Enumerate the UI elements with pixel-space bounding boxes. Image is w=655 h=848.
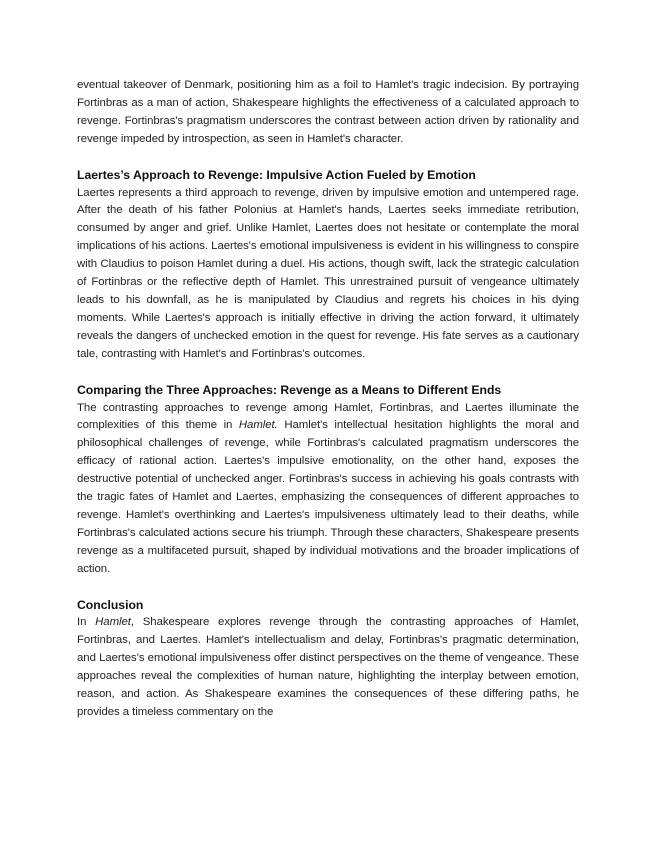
comparing-italic-title: Hamlet. <box>238 419 278 432</box>
document-page <box>77 77 579 722</box>
comparing-text-end: Hamlet's intellectual hesitation highlights the moral and philosophical challenges of revenge, while Fortinbras's calculated pragmatism underscores the efficacy of rational action. Laertes's impulsive emotionality, on the other hand, exposes the destructive potential of unchecked anger. Fortinbras's success in achieving his goals contrasts with the tragic fates of Hamlet and Laertes, emphasizing the consequences of different approaches to revenge. Hamlet's overthinking and Laertes's impulsiveness ultimately lead to their deaths, while Fortinbras's calculated actions secure his triumph. Through these characters, Shakespeare presents revenge as a multifaceted pursuit, shaped by individual motivations and the broader implications of action. <box>77 419 579 575</box>
conclusion-text-start: In <box>77 616 96 629</box>
conclusion-section <box>77 597 579 722</box>
comparing-paragraph <box>77 400 579 579</box>
conclusion-paragraph <box>77 614 579 721</box>
comparing-text-start: The contrasting approaches to revenge among Hamlet, Fortinbras, and Laertes illuminate the complexities of this theme in <box>77 401 579 432</box>
section-spacer <box>77 364 579 382</box>
conclusion-italic-title: Hamlet <box>95 616 131 629</box>
laertes-paragraph: Laertes represents a third approach to revenge, driven by impulsive emotion and untempered rage. After the death of his father Polonius at Hamlet's hands, Laertes seeks immediate retribution, consumed by anger and grief. Unlike Hamlet, Laertes does not hesitate or contemplate the moral implications of his actions. Laertes's emotional impulsiveness is evident in his willingness to conspire with Claudius to poison Hamlet during a duel. His actions, though swift, lack the strategic calculation of Fortinbras or the reflective depth of Hamlet. This unrestrained pursuit of vengeance ultimately leads to his downfall, as he is manipulated by Claudius and regrets his choices in his dying moments. While Laertes's approach is initially effective in driving the action forward, it ultimately reveals the dangers of unchecked emotion in the quest for revenge. His fate serves as a cautionary tale, contrasting with Hamlet's and Fortinbras's outcomes. <box>77 186 579 360</box>
intro-paragraph: eventual takeover of Denmark, positioning him as a foil to Hamlet's tragic indecision. By portraying Fortinbras as a man of action, Shakespeare highlights the effectiveness of a calculated approach to revenge. Fortinbras's pragmatism underscores the contrast between action driven by rationality and revenge impeded by introspection, as seen in Hamlet's character. <box>77 79 579 145</box>
conclusion-heading: Conclusion <box>77 597 144 612</box>
comparing-heading: Comparing the Three Approaches: Revenge as a Means to Different Ends <box>77 382 502 397</box>
laertes-heading: Laertes’s Approach to Revenge: Impulsive Action Fueled by Emotion <box>77 167 476 182</box>
comparing-section <box>77 382 579 579</box>
conclusion-text-end: , Shakespeare explores revenge through the contrasting approaches of Hamlet, Fortinbras, and Laertes. Hamlet's intellectualism and delay, Fortinbras's pragmatic determination, and Laertes's emotional impulsiveness offer distinct perspectives on the theme of vengeance. These approaches reveal the complexities of human nature, highlighting the interplay between emotion, reason, and action. As Shakespeare examines the consequences of these differing paths, he provides a timeless commentary on the <box>77 616 579 718</box>
section-spacer <box>77 579 579 597</box>
section-spacer <box>77 149 579 167</box>
laertes-section <box>77 167 579 364</box>
